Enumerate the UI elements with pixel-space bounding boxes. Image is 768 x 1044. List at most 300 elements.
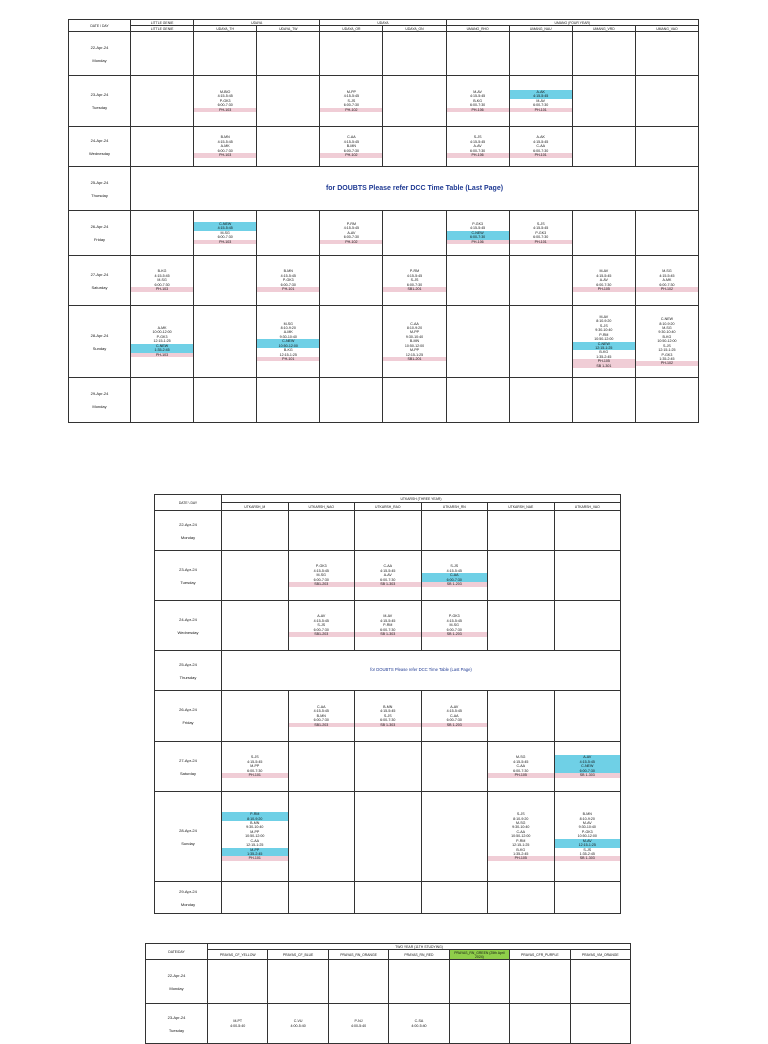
date-cell [69,211,131,256]
class-line: 1:35-2:45 [659,356,675,361]
room-label: PH-105 [488,773,554,777]
table-row [146,960,631,1004]
class-line: M-SG [157,278,167,283]
class-line: 4:15-5:45 [659,273,675,278]
schedule-cell [572,306,635,378]
room-label: PH-102 [636,287,698,291]
schedule-cell [288,601,355,651]
class-line: 8:10-9:20 [659,321,675,326]
class-line: 9:30-10:40 [595,328,613,333]
class-line: M-AV [599,269,609,274]
room-label: PH-101 [222,773,288,777]
schedule-cell [222,882,289,914]
class-line: B-MN [316,713,326,718]
schedule-cell [320,127,383,167]
class-line: A-AV [555,755,621,759]
class-line: S-JS [450,564,459,569]
room-label: SB1-201 [383,287,445,291]
class-line: 4:15-5:45 [194,226,256,230]
room-label: PH-101 [222,856,288,860]
schedule-cell [320,32,383,76]
schedule-cell [446,127,509,167]
schedule-cell [635,378,698,423]
group-header: UMANG (FOUR YEAR) [446,20,698,26]
schedule-cell [355,742,422,792]
schedule-cell [355,882,422,914]
class-line: C-AA [250,838,260,843]
class-line: A-AV [450,704,459,709]
class-line: 6:00-7:30 [596,282,612,287]
class-line: 10:50-12:00 [245,834,265,839]
day-label: Saturday [91,284,108,290]
class-line: P-GK3 [661,352,673,357]
schedule-cell [257,211,320,256]
column-header: PRAYAS_CFR_PURPLE [510,950,570,960]
schedule-cell [288,742,355,792]
schedule-cell [257,127,320,167]
day-label: Thursday [91,192,108,198]
schedule-cell [510,960,570,1004]
date-cell [69,306,131,378]
class-line: M-AV [582,821,592,826]
class-line: M-PP [250,764,260,769]
class-line: P-RM [222,812,288,816]
date-label: 28-Apr-24 [90,332,109,338]
table-row [69,167,699,211]
class-line: P-GK3 [156,334,168,339]
class-line: A-AV [317,614,326,619]
table-row [69,306,699,378]
class-line: 6:00-7:30 [555,769,621,773]
schedule-cell [488,551,555,601]
class-line: A-AK [510,90,572,94]
class-line: B-KG [599,350,609,355]
class-line: M-SG [662,326,672,331]
room-label: SB 1-301 [573,364,635,368]
timetable-utkarsh [154,494,621,914]
schedule-cell [131,127,194,167]
column-header: UTKARSH_NAE [488,503,555,511]
class-line: 9:30-10:40 [512,825,530,830]
date-label: 27-Apr-24 [90,271,109,277]
class-line: C-AA [536,144,545,149]
class-line: 4:15-5:45 [154,273,170,278]
schedule-cell [131,211,194,256]
corner-header: DATE \ DAY [69,20,131,32]
class-line: C-VU [293,1019,303,1024]
class-line: 4:15-5:45 [510,94,572,98]
class-line: 10:50-12:00 [257,344,319,348]
class-line: P-GK3 [535,230,547,235]
class-line: M-AV [599,315,609,320]
date-label: 27-Apr-24 [179,757,197,763]
schedule-cell [554,882,621,914]
schedule-cell [288,882,355,914]
date-label: 29-Apr-24 [179,888,197,894]
class-line: 4:15-5:45 [470,94,486,99]
room-label: PH-103 [131,353,193,357]
class-line: C-NEW [660,317,674,322]
class-line: 12:15-1:25 [153,339,171,344]
class-line: 12:15-1:25 [658,348,676,353]
date-cell [155,651,222,691]
class-line: 10:50-12:00 [404,343,425,348]
schedule-cell [257,256,320,306]
room-label: PH-105 [573,287,635,291]
room-label: SB1-203 [289,582,355,586]
schedule-cell [131,306,194,378]
class-line: C-AA [410,321,419,326]
class-line: M-AV [536,98,546,103]
class-line: 6:00-7:30 [659,282,675,287]
timetable-prayas-two-year [145,943,631,1044]
class-line: 6:00-7:30 [343,148,359,153]
date-label: 25-Apr-24 [179,661,197,667]
schedule-cell [194,378,257,423]
room-label: PH-101 [510,240,572,244]
class-line: 10:50-12:00 [511,834,531,839]
room-label: PH-101 [510,108,572,112]
class-line: S-JS [663,343,671,348]
class-line: 4:15-5:45 [446,618,462,623]
schedule-cell [446,211,509,256]
schedule-cell [320,306,383,378]
schedule-cell [572,256,635,306]
schedule-cell [288,551,355,601]
schedule-cell [509,378,572,423]
schedule-cell [194,127,257,167]
schedule-cell [554,601,621,651]
table-row [69,76,699,127]
class-line: M-AV [473,89,482,94]
day-label: Thursday [179,674,197,680]
schedule-cell [131,76,194,127]
table-row [155,742,621,792]
date-cell [69,378,131,423]
schedule-cell [257,378,320,423]
class-line: 6:00-7:30 [247,768,263,773]
schedule-cell [449,960,509,1004]
class-line: C-SA [414,1019,424,1024]
room-label: PH-103 [194,240,256,244]
schedule-cell [257,76,320,127]
schedule-cell [572,378,635,423]
schedule-cell [383,32,446,76]
room-label: PH-106 [447,153,509,157]
class-line: 4:15-5:45 [313,618,329,623]
class-line: M-PP [222,848,288,852]
class-line: 1:35-2:45 [579,851,595,856]
class-line: B-KG [473,98,482,103]
schedule-cell [131,378,194,423]
class-line: 4:15-5:45 [247,759,263,764]
class-line: 6:00-7:30 [313,718,329,723]
class-line: 6:00-7:30 [343,235,359,240]
class-line: B-MN [283,269,293,274]
class-line: C-AA [449,713,459,718]
class-line: 6:00-7:30 [217,148,233,153]
date-label: 22-Apr-24 [167,972,186,978]
class-line: C-AA [516,764,526,769]
table-row [155,651,621,691]
class-line: 4:15-5:45 [313,568,329,573]
schedule-cell [194,306,257,378]
class-line: 6:00-7:30 [513,768,529,773]
class-line: C-NEW [447,231,509,235]
schedule-cell [488,511,555,551]
class-line: 10:50-12:00 [577,834,597,839]
class-line: 4:00-5:40 [230,1023,246,1028]
class-line: 4:15-5:45 [217,94,233,99]
column-header: UTKARSH_RAO [355,503,422,511]
class-line: 6:00-7:30 [406,282,423,287]
class-line: B-KG [283,348,293,353]
class-line: P-RM [516,838,526,843]
class-line: 8:10-9:20 [579,816,595,821]
room-label: PH-105 [573,359,635,363]
day-label: Wednesday [177,629,199,635]
class-line: 6:00-7:30 [447,235,509,239]
class-line: 4:15-5:45 [470,226,486,231]
class-line: M-PP [250,829,260,834]
schedule-cell [509,306,572,378]
class-line: M-PP [346,89,356,94]
date-label: 23-Apr-24 [167,1014,186,1020]
schedule-cell [446,306,509,378]
class-line: 9:30-10:40 [246,825,264,830]
day-label: Friday [93,237,106,242]
schedule-cell [635,127,698,167]
day-label: Sunday [181,840,195,846]
class-line: C-AA [347,135,356,140]
date-label: 29-Apr-24 [90,391,109,396]
schedule-cell [635,306,698,378]
room-label: PH-102 [636,361,698,365]
class-line: 1:35-2:45 [131,348,193,352]
room-label: PH-106 [447,240,509,244]
room-label: PH-101 [257,357,319,361]
date-cell [155,551,222,601]
group-header: UTKARSH (THREE YEAR) [222,495,621,503]
column-header: UTKARSH_M [222,503,289,511]
date-cell [155,742,222,792]
day-label: Friday [182,720,194,725]
date-cell [155,511,222,551]
day-label: Monday [180,534,196,540]
class-line: 9:30-10:40 [279,334,297,339]
schedule-cell [572,127,635,167]
schedule-cell [383,127,446,167]
class-line: B-KG [516,847,526,852]
date-label: 25-Apr-24 [90,179,109,185]
class-line: M-PP [410,330,419,335]
room-label: SB 1-303 [355,632,421,636]
class-line: M-SG [662,269,672,274]
schedule-cell [488,691,555,742]
class-line: P-NJ [354,1019,363,1024]
schedule-cell [355,601,422,651]
schedule-cell [635,32,698,76]
class-line: 6:00-7:30 [533,235,549,240]
day-label: Tuesday [91,105,108,110]
room-label: PH-102 [320,108,382,112]
column-header: UMANG_VAO [635,26,698,32]
table-row [69,256,699,306]
column-header: PRAYAS_RN_ORANGE [328,950,388,960]
schedule-cell [222,511,289,551]
date-label: 23-Apr-24 [179,566,197,572]
table-row [69,211,699,256]
table-row [155,601,621,651]
class-line: 12:15-1:25 [512,843,530,848]
class-line: 6:00-7:30 [154,282,170,287]
schedule-cell [194,32,257,76]
class-line: 4:15-5:45 [380,709,396,714]
schedule-cell [488,601,555,651]
class-line: P-RM [409,269,420,274]
day-label: Monday [92,57,107,63]
date-label: 28-Apr-24 [179,827,197,833]
corner-header: DATE\DAY [146,944,208,960]
class-line: A-AV [347,230,356,235]
class-line: C-AA [422,573,488,577]
schedule-cell [488,792,555,882]
class-line: 6:00-7:30 [343,103,359,108]
class-line: P-GK3 [315,564,327,569]
room-label: SB 1-303 [355,723,421,727]
class-line: A-MK [157,326,167,331]
table-row [155,882,621,914]
table-row [155,551,621,601]
class-line: P-RM [346,221,356,226]
class-line: 4:15-5:45 [343,94,359,99]
schedule-cell [509,32,572,76]
room-label: SB1-203 [289,632,355,636]
class-line: S-JS [250,755,259,760]
room-label: PH-105 [488,856,554,860]
schedule-cell [355,792,422,882]
class-line: 12:15-1:25 [555,843,621,847]
class-line: P-GK3 [472,221,483,226]
class-line: 6:00-7:30 [470,103,486,108]
schedule-cell [572,32,635,76]
class-line: P-GK3 [448,614,460,619]
column-header: PRAYAS_CF_BLUE [268,950,328,960]
column-header: PRAYAS_CF_YELLOW [208,950,268,960]
class-line: C-NEW [257,339,319,343]
schedule-cell [383,211,446,256]
class-line: 8:10-9:20 [513,816,529,821]
class-line: C-NEW [573,342,635,346]
room-label: SB1-201 [383,357,445,361]
class-line: P-RM [383,623,393,628]
class-line: 6:00-7:30 [380,718,396,723]
column-header: PRAYAS_RN_GREEN (25th April 2024) [449,950,509,960]
schedule-cell [488,742,555,792]
day-label: Monday [169,985,184,991]
class-line: 8:10-9:20 [406,326,423,331]
class-line: 4:15-5:45 [313,709,329,714]
date-cell [146,960,208,1004]
class-line: 6:00-7:30 [380,577,396,582]
schedule-cell [194,76,257,127]
class-line: 12:15-1:25 [279,352,297,357]
table-row [155,792,621,882]
schedule-cell [421,792,488,882]
class-line: M-SG [316,573,326,578]
class-line: C-AA [316,704,326,709]
date-cell [155,691,222,742]
class-line: 1:35-2:45 [222,852,288,856]
schedule-cell [355,511,422,551]
class-line: 6:00-7:30 [533,103,549,108]
schedule-cell [131,32,194,76]
class-line: P-GK3 [581,829,593,834]
schedule-cell [328,960,388,1004]
class-line: B-MN [409,339,420,344]
column-header: UMANG_RHO [446,26,509,32]
group-header: UDAYA [320,20,446,26]
date-cell [155,601,222,651]
class-line: M-SG [516,821,526,826]
class-line: B-KG [662,334,672,339]
room-label: SB 1-203 [422,723,488,727]
class-line: M-SG [220,230,230,235]
class-line: M-BIO [219,89,231,94]
class-line: 8:10-9:20 [280,326,296,331]
schedule-cell [320,378,383,423]
column-header: UDAYA_OR [320,26,383,32]
class-line: M-SG [449,623,459,628]
room-label: PH-102 [320,240,382,244]
schedule-cell [194,256,257,306]
timetable-little-genie-udaya-umang [68,19,699,423]
class-line: 10:00-12:00 [152,330,172,335]
class-line: M-SG [283,321,293,326]
class-line: C-AA [516,829,526,834]
date-cell [155,792,222,882]
schedule-cell [488,882,555,914]
schedule-cell [257,32,320,76]
schedule-cell [572,76,635,127]
schedule-cell [421,882,488,914]
schedule-cell [222,601,289,651]
room-label: PH-106 [447,108,509,112]
schedule-cell [554,691,621,742]
class-line: 4:15-5:45 [533,139,549,144]
room-label: SB 1-303 [355,582,421,586]
room-label: PH-103 [194,153,256,157]
room-label: SB 1-303 [555,773,621,777]
class-line: A-MK [662,278,672,283]
day-label: Sunday [92,345,107,351]
schedule-cell [635,76,698,127]
class-line: B-KG [157,269,167,274]
column-header: UMANG_VRD [572,26,635,32]
schedule-cell [554,511,621,551]
schedule-cell [509,127,572,167]
schedule-cell [288,691,355,742]
class-line: S-JS [516,812,525,817]
class-line: M-AV [383,614,393,619]
date-cell [69,32,131,76]
class-line: 4:15-5:45 [446,709,462,714]
class-line: S-JS [347,98,356,103]
class-line: 4:00-5:40 [290,1023,306,1028]
doubts-notice: for DOUBTS Please refer DCC Time Table (Last Page) [222,651,621,691]
class-line: 4:15-5:45 [533,226,549,231]
class-line: 9:30-10:40 [405,334,424,339]
